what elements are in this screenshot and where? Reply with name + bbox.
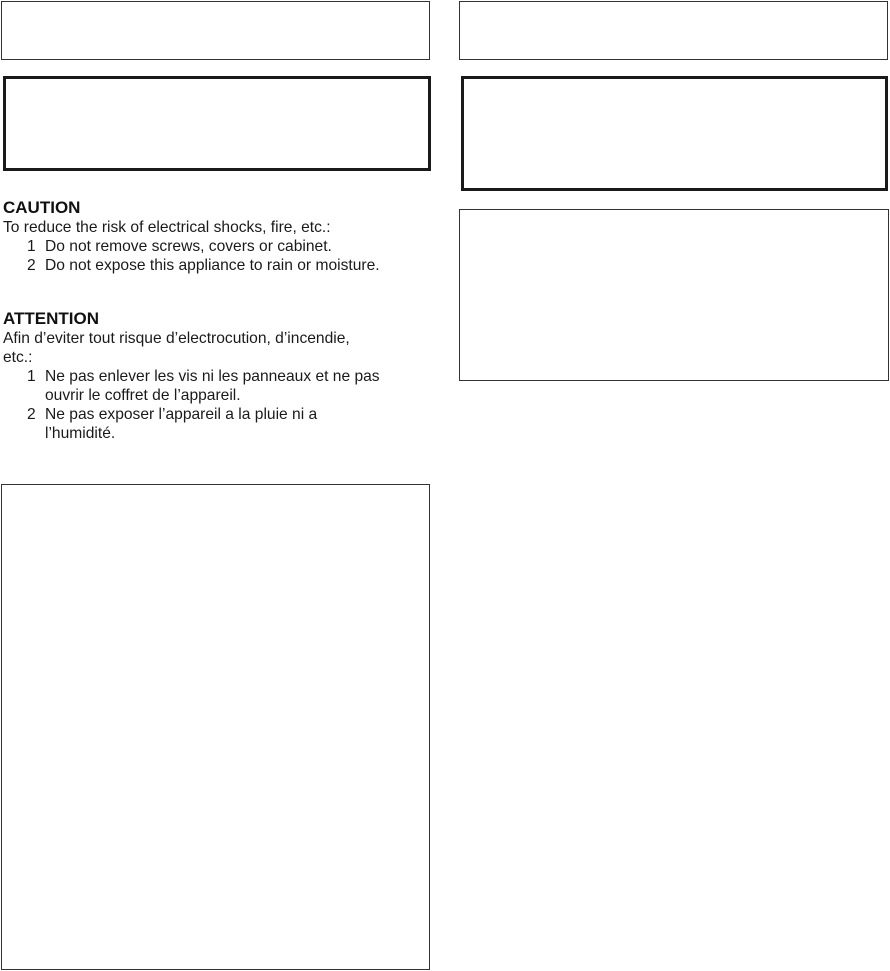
top-left-notice-box [1, 1, 430, 60]
bottom-left-info-box [1, 484, 430, 970]
attention-item [3, 367, 433, 405]
caution-item-text: Do not expose this appliance to rain or moisture. [45, 257, 380, 274]
caution-item [3, 237, 433, 256]
top-right-notice-box [459, 1, 888, 60]
attention-list [3, 367, 433, 443]
caution-item-text: Do not remove screws, covers or cabinet. [45, 238, 332, 255]
caution-item-number: 1 [27, 238, 36, 255]
caution-list [3, 237, 433, 275]
attention-item-number: 2 [27, 406, 36, 423]
attention-item-line: Ne pas enlever les vis ni les panneaux et ne pas [45, 368, 380, 385]
right-info-box [459, 209, 889, 381]
caution-item-number: 2 [27, 257, 36, 274]
attention-item-line: Ne pas exposer l’appareil a la pluie ni a [45, 406, 318, 423]
caution-heading: CAUTION [3, 198, 81, 217]
attention-heading: ATTENTION [3, 309, 100, 328]
attention-intro [3, 329, 433, 367]
attention-item-text [45, 405, 433, 443]
attention-item-number: 1 [27, 368, 36, 385]
attention-item-text [45, 367, 433, 405]
left-warning-box [3, 76, 431, 171]
caution-intro: To reduce the risk of electrical shocks, fire, etc.: [3, 219, 331, 236]
right-warning-box [461, 76, 888, 191]
caution-section [3, 197, 433, 275]
attention-item [3, 405, 433, 443]
attention-section [3, 308, 433, 443]
attention-intro-line: etc.: [3, 349, 33, 366]
attention-item-line: ouvrir le coffret de l’appareil. [45, 387, 241, 404]
caution-item [3, 256, 433, 275]
attention-intro-line: Afin d’eviter tout risque d’electrocution, d’incendie, [3, 330, 350, 347]
attention-item-line: l’humidité. [45, 425, 116, 442]
